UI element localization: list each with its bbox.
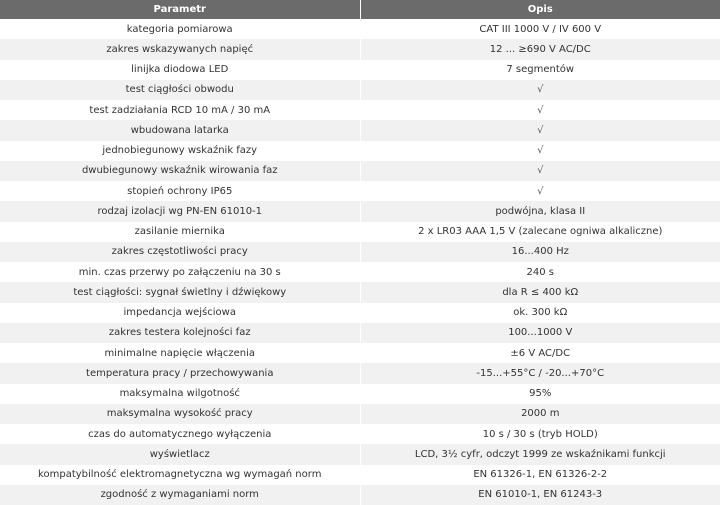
parameter-cell: maksymalna wysokość pracy bbox=[0, 404, 360, 424]
description-cell: √ bbox=[360, 141, 720, 161]
parameter-cell: min. czas przerwy po załączeniu na 30 s bbox=[0, 262, 360, 282]
parameter-cell: czas do automatycznego wyłączenia bbox=[0, 424, 360, 444]
parameter-cell: dwubiegunowy wskaźnik wirowania faz bbox=[0, 161, 360, 181]
parameter-cell: stopień ochrony IP65 bbox=[0, 181, 360, 201]
description-cell: 7 segmentów bbox=[360, 60, 720, 80]
table-row bbox=[0, 485, 720, 505]
description-cell: LCD, 3½ cyfr, odczyt 1999 ze wskaźnikami funkcji bbox=[360, 444, 720, 464]
table-row bbox=[0, 424, 720, 444]
description-cell: dla R ≤ 400 kΩ bbox=[360, 282, 720, 302]
parameter-cell: zakres wskazywanych napięć bbox=[0, 39, 360, 59]
table-row bbox=[0, 80, 720, 100]
header-opis: Opis bbox=[360, 0, 720, 19]
table-row bbox=[0, 282, 720, 302]
description-cell: 95% bbox=[360, 384, 720, 404]
parameter-cell: rodzaj izolacji wg PN-EN 61010-1 bbox=[0, 201, 360, 221]
table-row bbox=[0, 100, 720, 120]
parameter-cell: wbudowana latarka bbox=[0, 120, 360, 140]
table-row bbox=[0, 222, 720, 242]
table-row bbox=[0, 19, 720, 39]
description-cell: -15...+55°C / -20...+70°C bbox=[360, 363, 720, 383]
description-cell: 240 s bbox=[360, 262, 720, 282]
parameter-cell: kategoria pomiarowa bbox=[0, 19, 360, 39]
table-row bbox=[0, 181, 720, 201]
parameter-cell: zgodność z wymaganiami norm bbox=[0, 485, 360, 505]
header-row bbox=[0, 0, 720, 19]
description-cell: √ bbox=[360, 100, 720, 120]
parameter-cell: zakres częstotliwości pracy bbox=[0, 242, 360, 262]
table-row bbox=[0, 201, 720, 221]
parameter-cell: temperatura pracy / przechowywania bbox=[0, 363, 360, 383]
parameter-cell: test zadziałania RCD 10 mA / 30 mA bbox=[0, 100, 360, 120]
table-row bbox=[0, 303, 720, 323]
description-cell: √ bbox=[360, 80, 720, 100]
spec-table-header bbox=[0, 0, 720, 19]
description-cell: √ bbox=[360, 120, 720, 140]
header-parametr: Parametr bbox=[0, 0, 360, 19]
description-cell: 12 ... ≥690 V AC/DC bbox=[360, 39, 720, 59]
parameter-cell: test ciągłości obwodu bbox=[0, 80, 360, 100]
description-cell: 2 x LR03 AAA 1,5 V (zalecane ogniwa alkaliczne) bbox=[360, 222, 720, 242]
table-row bbox=[0, 343, 720, 363]
description-cell: CAT III 1000 V / IV 600 V bbox=[360, 19, 720, 39]
table-row bbox=[0, 242, 720, 262]
parameter-cell: maksymalna wilgotność bbox=[0, 384, 360, 404]
parameter-cell: kompatybilność elektromagnetyczna wg wymagań norm bbox=[0, 465, 360, 485]
table-row bbox=[0, 465, 720, 485]
table-row bbox=[0, 39, 720, 59]
table-row bbox=[0, 444, 720, 464]
description-cell: podwójna, klasa II bbox=[360, 201, 720, 221]
description-cell: 16...400 Hz bbox=[360, 242, 720, 262]
description-cell: 100...1000 V bbox=[360, 323, 720, 343]
parameter-cell: impedancja wejściowa bbox=[0, 303, 360, 323]
parameter-cell: linijka diodowa LED bbox=[0, 60, 360, 80]
table-row bbox=[0, 384, 720, 404]
table-row bbox=[0, 141, 720, 161]
parameter-cell: minimalne napięcie włączenia bbox=[0, 343, 360, 363]
parameter-cell: jednobiegunowy wskaźnik fazy bbox=[0, 141, 360, 161]
description-cell: √ bbox=[360, 161, 720, 181]
table-row bbox=[0, 161, 720, 181]
description-cell: ok. 300 kΩ bbox=[360, 303, 720, 323]
description-cell: EN 61010-1, EN 61243-3 bbox=[360, 485, 720, 505]
description-cell: ±6 V AC/DC bbox=[360, 343, 720, 363]
parameter-cell: zasilanie miernika bbox=[0, 222, 360, 242]
table-row bbox=[0, 60, 720, 80]
parameter-cell: zakres testera kolejności faz bbox=[0, 323, 360, 343]
table-row bbox=[0, 120, 720, 140]
description-cell: 2000 m bbox=[360, 404, 720, 424]
description-cell: √ bbox=[360, 181, 720, 201]
description-cell: EN 61326-1, EN 61326-2-2 bbox=[360, 465, 720, 485]
table-row bbox=[0, 363, 720, 383]
table-row bbox=[0, 262, 720, 282]
table-row bbox=[0, 323, 720, 343]
parameter-cell: wyświetlacz bbox=[0, 444, 360, 464]
description-cell: 10 s / 30 s (tryb HOLD) bbox=[360, 424, 720, 444]
spec-table-body bbox=[0, 19, 720, 505]
parameter-cell: test ciągłości: sygnał świetlny i dźwiękowy bbox=[0, 282, 360, 302]
table-row bbox=[0, 404, 720, 424]
